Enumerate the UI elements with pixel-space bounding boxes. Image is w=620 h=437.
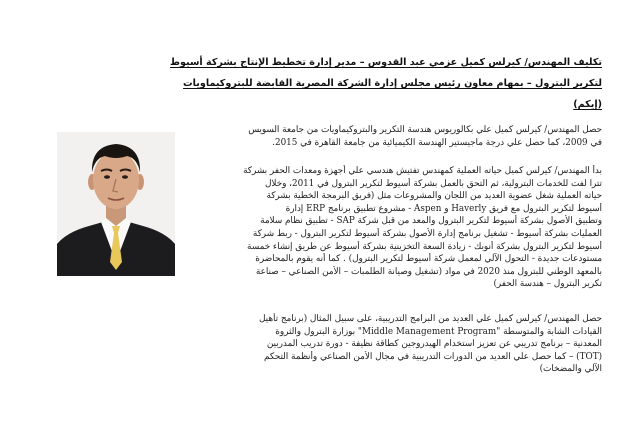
- announcement-heading: [17, 52, 602, 115]
- paragraph-line: حصل المهندس/ كيرلس كميل علي بكالوريوس هندسة التكرير والبتروكيماويات من جامعة السويس: [248, 125, 602, 135]
- paragraph-line: القيادات الشابة والمتوسطة "Middle Management Program" بوزارة البترول والثروة: [275, 326, 602, 337]
- paragraph-line: بدأ المهندس/ كيرلس كميل حياته العملية كمهندس تفتيش هندسي علي أجهزة ومعدات الحفر بشركة: [243, 166, 602, 176]
- career-paragraph: [202, 165, 602, 291]
- paragraph-line: أسيوط لتكرير البترول مع فريق Haverly و Aspen - مشروع تطبيق برنامج ERP إدارة: [285, 203, 602, 214]
- heading-line: تكليف المهندس/ كيرلس كميل عزمي عبد القدوس – مدير إدارة تخطيط الإنتاج بشركة أسيوط: [170, 57, 602, 68]
- paragraph-line: حصل المهندس/ كيرلس كميل علي العديد من البرامج التدريبية، على سبيل المثال (برنامج تأهيل: [259, 314, 602, 324]
- paragraph-line: في 2009، كما حصل علي درجة ماجيستير الهندسة الكيميائية من جامعة القاهرة في 2015.: [272, 137, 602, 148]
- portrait-photo: [57, 132, 175, 276]
- paragraph-line: وتطبيق الأصول بشركة أسيوط لتكرير البترول والمعد من قبل شركة SAP - تطبيق نظام سلامة: [260, 216, 602, 227]
- paragraph-line: (TOT) – كما حصل علي العديد من الدورات التدريبية في مجال الأمن الصناعي وأنظمة التحكم: [264, 351, 602, 362]
- paragraph-line: تترا لفت للخدمات البترولية، ثم التحق بالعمل بشركة أسيوط لتكرير البترول في 2011، وخلال: [265, 178, 602, 189]
- portrait-photo-icon: [57, 132, 175, 276]
- education-paragraph: [202, 124, 602, 149]
- paragraph-line: العمليات بشركة أسيوط - تشغيل برنامج إدارة الأصول بشركة أسيوط لتكرير البترول - ربط شركة: [252, 228, 602, 239]
- paragraph-line: المعدنية – برنامج تدريبي عن تعزيز استخدام الهيدروجين كطاقة نظيفة - دورة تدريب المدربين: [266, 339, 602, 350]
- paragraph-line: أسيوط لتكرير البترول بشركة أنوبك - زيادة السعة التخزينية بشركة أسيوط عن طريق إنشاء خمسة: [247, 241, 602, 252]
- heading-line: لتكرير البترول – بمهام معاون رئيس مجلس إدارة الشركة المصرية القابضة للبتروكيماويات: [183, 78, 602, 89]
- training-paragraph: [202, 313, 602, 376]
- paragraph-line: مستودعات جديدة - التحول الآلي لمعمل شركة أسيوط لتكرير البترول) . كما أنه يقوم بالمحاضرة: [255, 254, 602, 265]
- paragraph-line: تكرير البترول – هندسة الحفر): [493, 279, 602, 290]
- heading-line: (إيكم): [573, 99, 602, 110]
- paragraph-line: حياته العملية شغل عضوية العديد من اللجان والمشروعات مثل (فريق البرمجة الخطية بشركة: [266, 191, 602, 202]
- paragraph-line: الآلي والمضخات): [539, 364, 602, 375]
- paragraph-line: بالمعهد الوطني للبترول منذ 2020 في مواد (تشغيل وصيانة الطلمبات – الأمن الصناعي – صناعة: [255, 266, 602, 277]
